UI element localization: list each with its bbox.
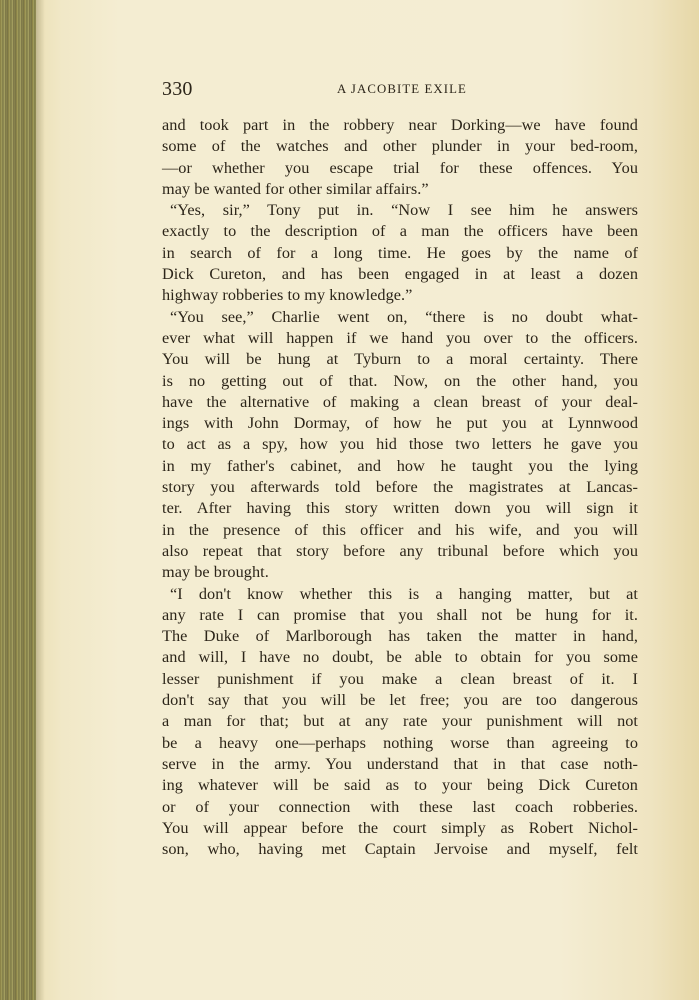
text-line: ter. After having this story written down you will sign it: [162, 499, 638, 518]
text-line: may be wanted for other similar affairs.”: [162, 179, 429, 198]
text-line: highway robberies to my knowledge.”: [162, 286, 413, 305]
text-line: in search of for a long time. He goes by the name of: [162, 243, 638, 262]
text-line: ing whatever will be said as to your being Dick Cureton: [162, 776, 638, 795]
text-line: exactly to the description of a man the officers have been: [162, 222, 638, 241]
text-line: to act as a spy, how you hid those two letters he gave you: [162, 435, 638, 454]
book-spine-shadow: [0, 0, 36, 1000]
text-line: is no getting out of that. Now, on the other hand, you: [162, 371, 638, 390]
text-line: don't say that you will be let free; you are too dangerous: [162, 691, 638, 710]
text-line: and took part in the robbery near Dorking—we have found: [162, 116, 638, 134]
text-line: Dick Cureton, and has been engaged in at least a dozen: [162, 265, 638, 284]
text-line: son, who, having met Captain Jervoise and myself, felt: [162, 840, 638, 859]
page-number: 330: [162, 78, 193, 100]
text-line: ever what will happen if we hand you over to the officers.: [162, 328, 638, 347]
text-line: may be brought.: [162, 563, 269, 582]
page-text: [162, 115, 638, 860]
text-line: “Yes, sir,” Tony put in. “Now I see him he answers: [170, 201, 638, 220]
page-header: [162, 77, 638, 101]
text-line: also repeat that story before any tribunal before which you: [162, 541, 638, 560]
text-line: lesser punishment if you make a clean breast of it. I: [162, 669, 638, 688]
text-line: serve in the army. You understand that in that case noth-: [162, 754, 638, 773]
text-line: have the alternative of making a clean breast of your deal-: [162, 392, 638, 411]
text-line: be a heavy one—perhaps nothing worse than agreeing to: [162, 733, 638, 752]
text-line: The Duke of Marlborough has taken the matter in hand,: [162, 627, 638, 646]
text-line: story you afterwards told before the magistrates at Lancas-: [162, 478, 638, 497]
text-line: some of the watches and other plunder in your bed-room,: [162, 137, 638, 156]
text-line: ings with John Dormay, of how he put you at Lynnwood: [162, 414, 638, 433]
text-line: and will, I have no doubt, be able to obtain for you some: [162, 648, 638, 667]
text-line: You will be hung at Tyburn to a moral certainty. There: [162, 350, 638, 369]
text-line: in the presence of this officer and his wife, and you will: [162, 520, 638, 539]
text-line: You will appear before the court simply as Robert Nichol-: [162, 818, 638, 837]
text-line: in my father's cabinet, and how he taught you the lying: [162, 456, 638, 475]
text-line: or of your connection with these last coach robberies.: [162, 797, 638, 816]
text-line: —or whether you escape trial for these offences. You: [162, 158, 638, 177]
text-line: “You see,” Charlie went on, “there is no doubt what-: [170, 307, 638, 326]
running-head: A JACOBITE EXILE: [337, 82, 467, 96]
text-line: any rate I can promise that you shall not be hung for it.: [162, 605, 638, 624]
text-line: a man for that; but at any rate your punishment will not: [162, 712, 638, 731]
text-line: “I don't know whether this is a hanging matter, but at: [170, 584, 638, 603]
